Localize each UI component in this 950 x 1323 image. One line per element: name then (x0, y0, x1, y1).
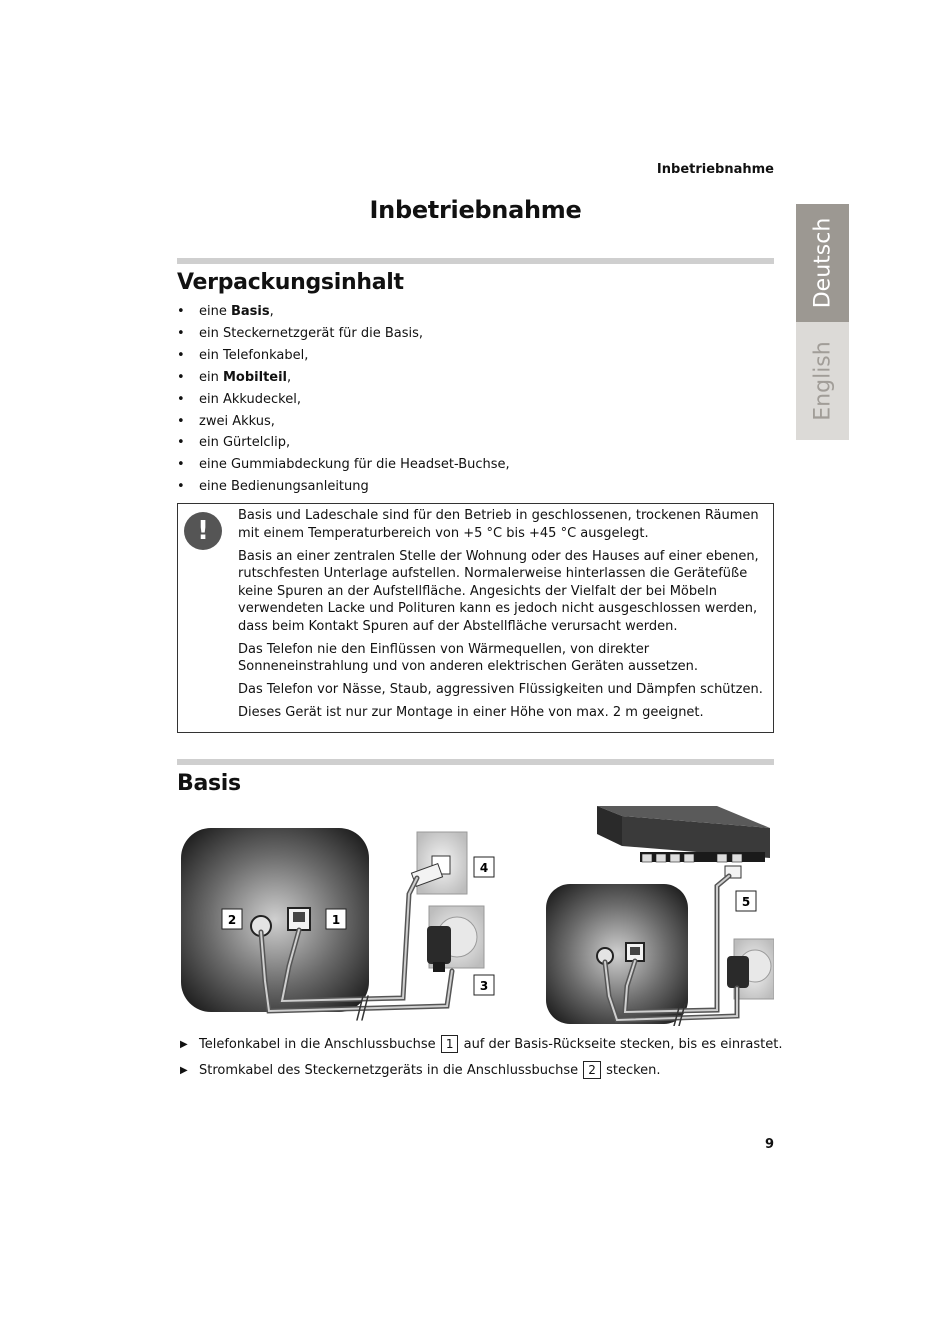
list-item: • zwei Akkus, (177, 411, 510, 433)
note-paragraph: Das Telefon vor Nässe, Staub, aggressiven Flüssigkeiten und Dämpfen schützen. (238, 682, 763, 697)
jack-reference-badge: 2 (583, 1061, 601, 1079)
router-illustration (597, 806, 770, 878)
note-paragraph: Dieses Gerät ist nur zur Montage in einer Höhe von max. 2 m geeignet. (238, 705, 704, 720)
note-paragraph: Basis an einer zentralen Stelle der Wohnung oder des Hauses auf einer ebenen, rutschfesten Unterlage aufstellen. Normalerweise hinterlassen die Gerätefüße keine Spuren an der Aufstellfläche. Angesichts der Vielfalt der bei Möbeln verwendeten Lacke und Polituren kann es jedoch nicht ausgeschlossen werden, dass beim Kontakt Spuren auf der Abstellfläche verursacht werden. (238, 548, 759, 634)
instruction-step: ▶ Stromkabel des Steckernetzgeräts in die Anschlussbuchse 2 stecken. (177, 1061, 782, 1087)
svg-text:4: 4 (479, 861, 489, 875)
tab-deutsch-label: Deutsch (810, 217, 835, 309)
list-item: • ein Mobilteil, (177, 367, 510, 389)
note-paragraph: Das Telefon nie den Einflüssen von Wärmequellen, von direkter Sonneneinstrahlung und von anderen elektrischen Geräten aussetzen. (238, 641, 699, 674)
figure-label-2 (222, 909, 242, 929)
figure-label-5 (736, 891, 756, 911)
arrow-right-icon: ▶ (180, 1039, 188, 1050)
svg-text:2: 2 (227, 913, 237, 927)
svg-text:1: 1 (331, 913, 341, 927)
list-item: • ein Steckernetzgerät für die Basis, (177, 323, 510, 345)
power-wall-socket (427, 906, 484, 972)
list-item: • eine Basis, (177, 301, 510, 323)
jack-reference-badge: 1 (441, 1035, 459, 1053)
running-head: Inbetriebnahme (656, 162, 774, 177)
section-heading-contents: Verpackungsinhalt (177, 270, 404, 295)
instruction-steps (177, 1035, 782, 1087)
phone-wall-socket (411, 832, 467, 894)
figure-label-4 (474, 857, 494, 877)
section-divider (177, 258, 774, 264)
page-title: Inbetriebnahme (369, 196, 582, 224)
tab-deutsch[interactable] (796, 204, 849, 322)
list-item: • ein Akkudeckel, (177, 389, 510, 411)
base-station-right (546, 884, 688, 1024)
section-divider (177, 759, 774, 765)
tab-english-label: English (810, 341, 835, 421)
contents-list (177, 301, 510, 498)
safety-note-text (238, 507, 768, 727)
list-item: • ein Telefonkabel, (177, 345, 510, 367)
instruction-step: ▶ Telefonkabel in die Anschlussbuchse 1 auf der Basis-Rückseite stecken, bis es einrastet. (177, 1035, 782, 1061)
list-item: • eine Gummiabdeckung für die Headset-Buchse, (177, 454, 510, 476)
svg-text:5: 5 (741, 895, 751, 909)
power-wall-socket-right (727, 939, 774, 999)
note-paragraph: Basis und Ladeschale sind für den Betrieb in geschlossenen, trockenen Räumen mit einem Temperaturbereich von +5 °C bis +45 °C ausgelegt. (238, 508, 759, 541)
exclamation-icon: ! (184, 512, 222, 550)
page-number: 9 (764, 1137, 774, 1152)
section-heading-basis: Basis (177, 771, 241, 796)
figure-label-1 (326, 909, 346, 929)
arrow-right-icon: ▶ (180, 1065, 188, 1076)
svg-text:3: 3 (479, 979, 489, 993)
list-item: • ein Gürtelclip, (177, 432, 510, 454)
list-item: • eine Bedienungsanleitung (177, 476, 510, 498)
basis-connection-illustration (177, 806, 774, 1026)
figure-label-3 (474, 975, 494, 995)
tab-english[interactable] (796, 322, 849, 440)
